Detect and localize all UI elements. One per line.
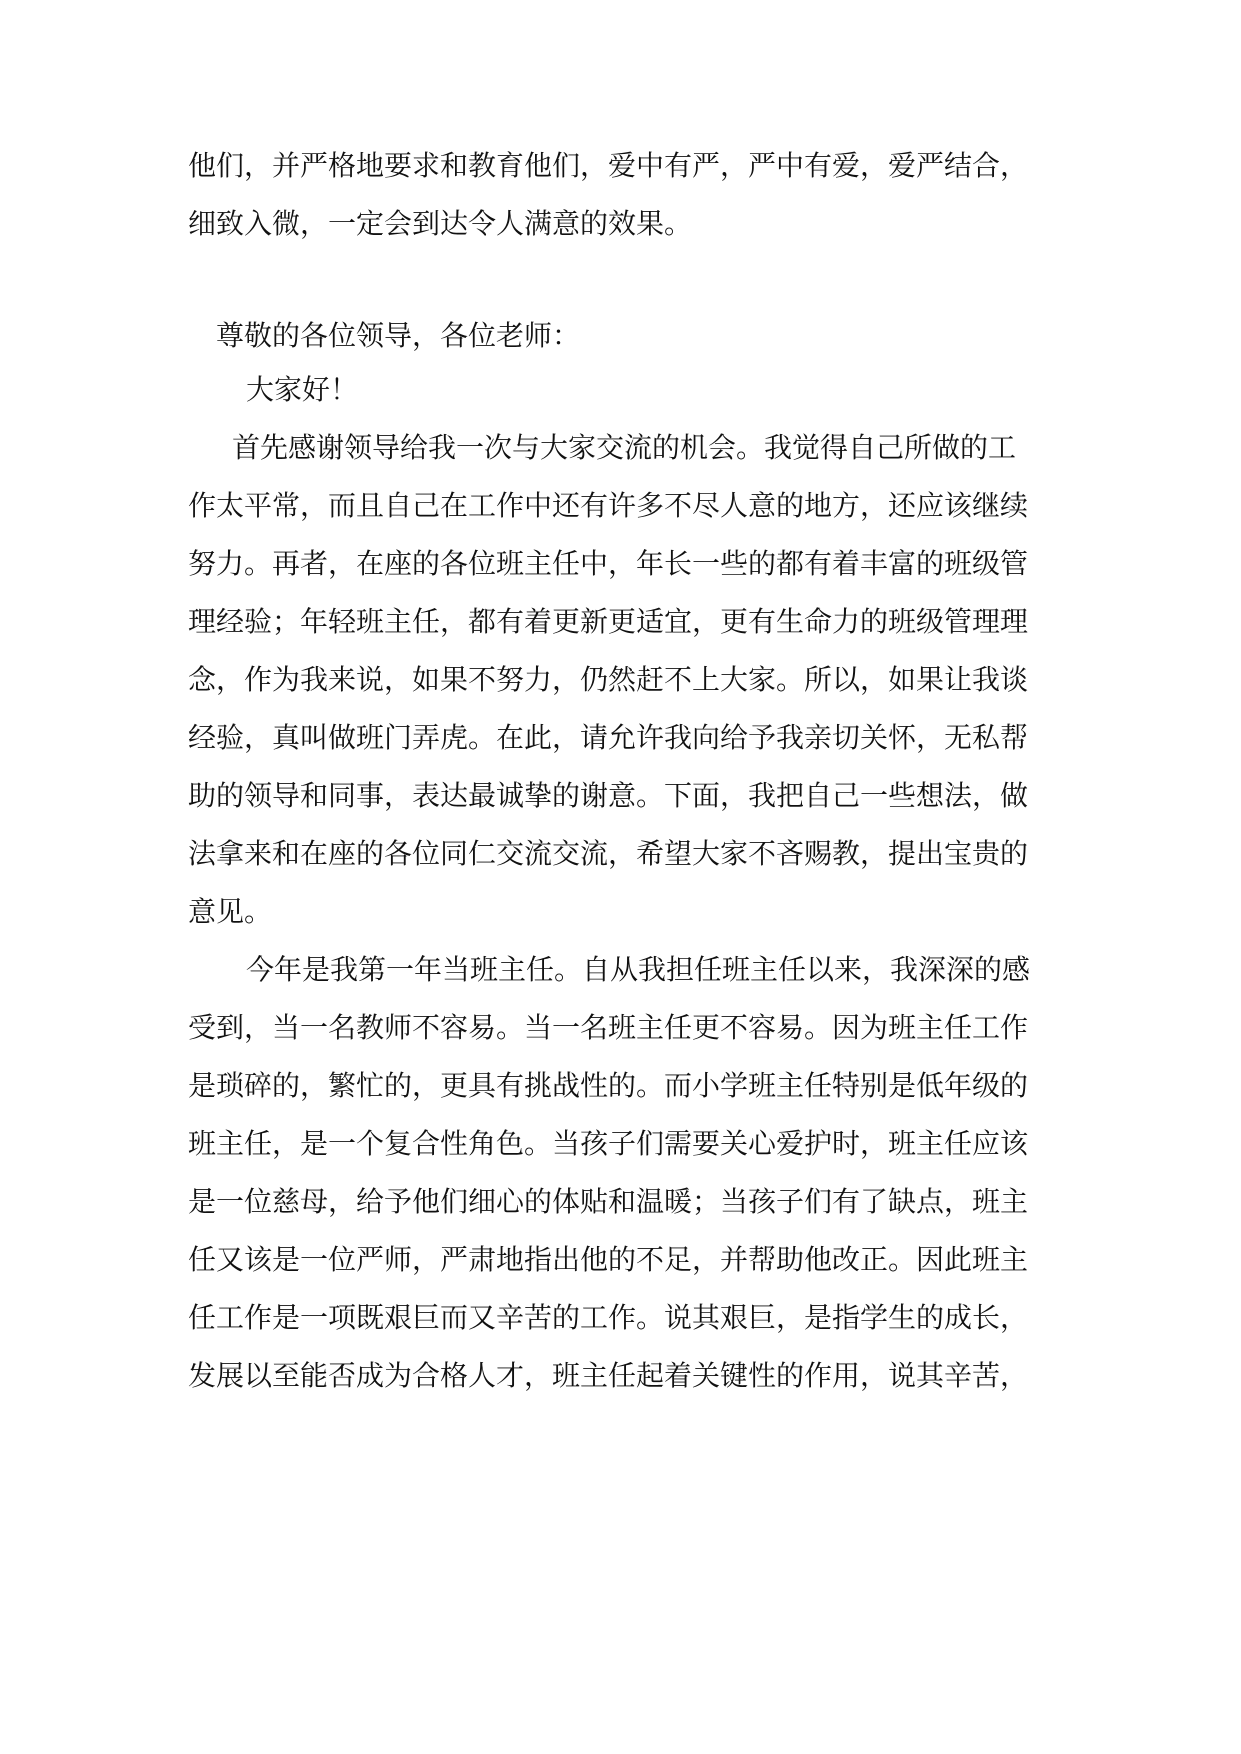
text-line: 念，作为我来说，如果不努力，仍然赶不上大家。所以，如果让我谈 <box>188 663 1029 696</box>
text-line: 理经验；年轻班主任，都有着更新更适宜，更有生命力的班级管理理 <box>188 605 1029 638</box>
text-line: 首先感谢领导给我一次与大家交流的机会。我觉得自己所做的工 <box>232 431 1017 464</box>
text-line: 受到，当一名教师不容易。当一名班主任更不容易。因为班主任工作 <box>188 1011 1029 1044</box>
text-line: 是琐碎的，繁忙的，更具有挑战性的。而小学班主任特别是低年级的 <box>188 1069 1029 1102</box>
text-line: 是一位慈母，给予他们细心的体贴和温暖；当孩子们有了缺点，班主 <box>188 1185 1029 1218</box>
text-line: 细致入微，一定会到达令人满意的效果。 <box>188 207 693 240</box>
text-line: 助的领导和同事，表达最诚挚的谢意。下面，我把自己一些想法，做 <box>188 779 1029 812</box>
text-line: 经验，真叫做班门弄虎。在此，请允许我向给予我亲切关怀，无私帮 <box>188 721 1029 754</box>
text-line: 发展以至能否成为合格人才，班主任起着关键性的作用，说其辛苦， <box>188 1359 1029 1392</box>
text-line: 作太平常，而且自己在工作中还有许多不尽人意的地方，还应该继续 <box>188 489 1029 522</box>
text-line: 班主任，是一个复合性角色。当孩子们需要关心爱护时，班主任应该 <box>188 1127 1029 1160</box>
text-line: 意见。 <box>188 895 273 928</box>
text-line: 任又该是一位严师，严肃地指出他的不足，并帮助他改正。因此班主 <box>188 1243 1029 1276</box>
salutation: 尊敬的各位领导，各位老师： <box>216 319 581 352</box>
text-line: 法拿来和在座的各位同仁交流交流，希望大家不吝赐教，提出宝贵的 <box>188 837 1029 870</box>
text-line: 他们，并严格地要求和教育他们，爱中有严，严中有爱，爱严结合， <box>188 149 1029 182</box>
greeting: 大家好！ <box>246 373 359 406</box>
text-line: 努力。再者，在座的各位班主任中，年长一些的都有着丰富的班级管 <box>188 547 1029 580</box>
text-line: 任工作是一项既艰巨而又辛苦的工作。说其艰巨，是指学生的成长， <box>188 1301 1029 1334</box>
text-line: 今年是我第一年当班主任。自从我担任班主任以来，我深深的感 <box>246 953 1031 986</box>
